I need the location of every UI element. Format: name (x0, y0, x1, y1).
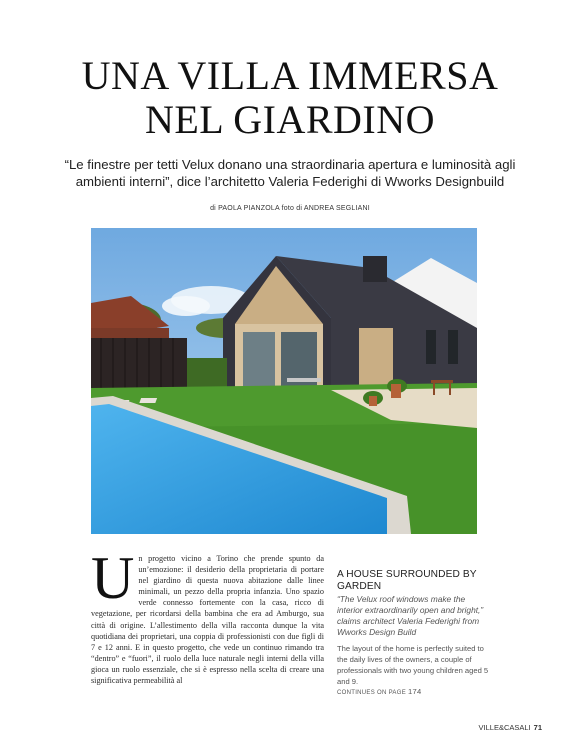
article-subtitle: “Le finestre per tetti Velux donano una straordinaria apertura e luminosità agli ambienti interni”, dice l’architetto Valeria Federighi di Wworks Designbuild (64, 157, 516, 189)
continues-page: 174 (407, 687, 422, 696)
title-line-2: NEL GIARDINO (144, 97, 436, 142)
continues-note (337, 687, 489, 698)
article-credits: di PAOLA PIANZOLA foto di ANDREA SEGLIANI (210, 205, 370, 212)
continues-label: CONTINUES ON PAGE (337, 690, 406, 696)
page-number: 71 (533, 723, 542, 732)
summary-quote: “The Velux roof windows make the interior extraordinarily open and bright,” claims architect Valeria Federighi from Wworks Design Build (337, 594, 484, 637)
magazine-name: VILLE&CASALI (478, 723, 531, 732)
english-summary (337, 569, 489, 698)
article-title (0, 54, 580, 142)
article-body-text: n progetto vicino a Torino che prende spunto da un’emozione: il desiderio della proprietaria di portare nel giardino di questa nuova abitazione dalle linee minimali, un pezzo della propria infanzia. Uno spazio verde connesso fortemente con la casa, ricco di vegetazione, per ricordarsi della bambina che era ad Amburgo, sua città di origine. L’allestimento della villa racconta dunque la vita quotidiana dei proprietari, una coppia di professionisti con due figli di 7 e 12 anni. E in questo progetto, che vede un continuo rimando tra “dentro” e “fuori”, il ruolo della luce naturale negli interni della villa gioca un ruolo essenziale, che si è espresso nella scelta di creare una significativa permeabilità al (91, 554, 324, 686)
article-body (91, 545, 324, 686)
villa-photo (91, 228, 477, 534)
title-line-1: UNA VILLA IMMERSA (81, 53, 499, 98)
summary-heading: A HOUSE SURROUNDED BY GARDEN (337, 569, 477, 592)
summary-text: The layout of the home is perfectly suited to the daily lives of the owners, a couple of professionals with two young children aged 5 and 9. (337, 644, 489, 686)
drop-cap: U (91, 545, 135, 611)
villa-illustration (91, 228, 477, 534)
page-footer (479, 723, 542, 732)
